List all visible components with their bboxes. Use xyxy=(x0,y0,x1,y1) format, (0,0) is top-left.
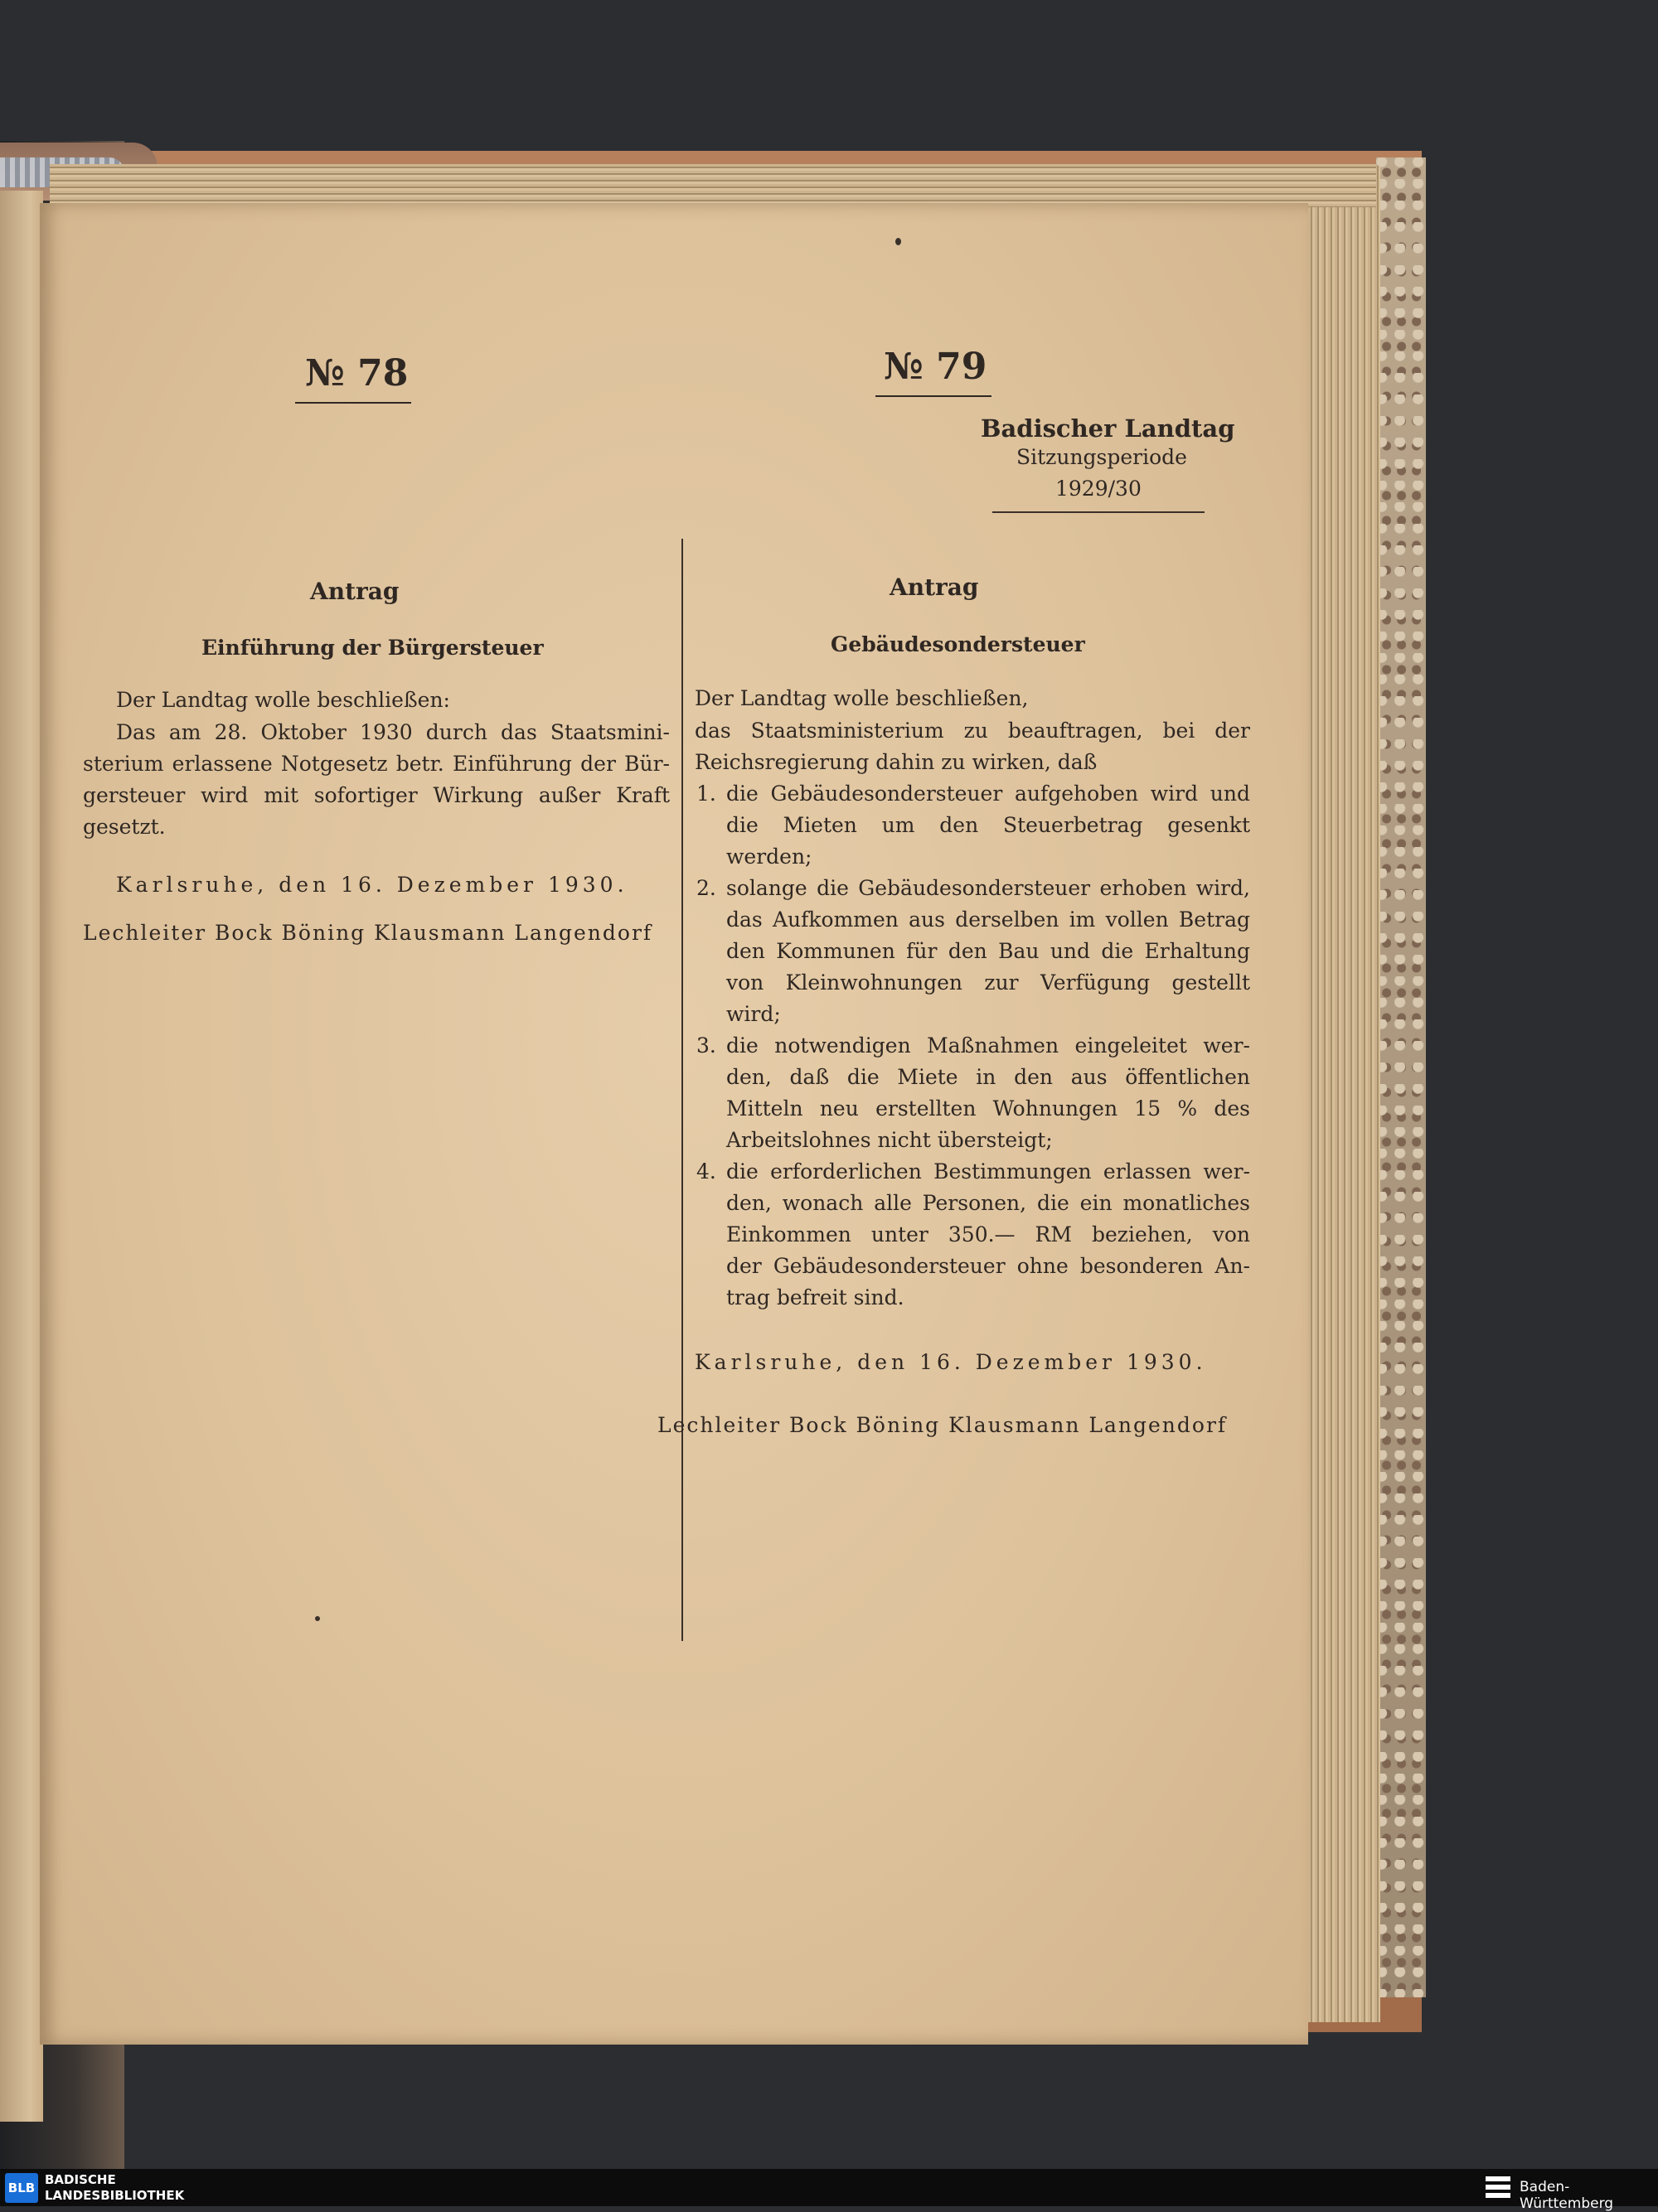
item-4-line-2: den, wonach alle Personen, die ein monatliches xyxy=(726,1191,1250,1215)
right-document-number: № 79 xyxy=(884,346,987,388)
column-divider xyxy=(681,539,683,1641)
item-2-line-1: solange die Gebäudesondersteuer erhoben wird, xyxy=(726,876,1250,900)
library-name-line-1: BADISCHE xyxy=(45,2172,116,2187)
right-signatories: Lechleiter Bock Böning Klausmann Langendorf xyxy=(657,1413,1228,1437)
left-body-line-3: gersteuer wird mit sofortiger Wirkung außer Kraft xyxy=(83,783,670,807)
left-subtitle: Einführung der Bürgersteuer xyxy=(201,636,544,660)
right-intro-line-3: Reichsregierung dahin zu wirken, daß xyxy=(695,750,1098,774)
left-title: Antrag xyxy=(310,578,400,605)
stamp-line-3: 1929/30 xyxy=(1055,477,1142,501)
right-title: Antrag xyxy=(890,574,979,601)
left-document-number: № 78 xyxy=(305,352,409,394)
item-2-number: 2. xyxy=(696,876,716,900)
viewer-footer xyxy=(0,2169,1658,2206)
item-4-line-3: Einkommen unter 350.— RM beziehen, von xyxy=(726,1222,1250,1246)
item-3-line-4: Arbeitslohnes nicht übersteigt; xyxy=(726,1128,1053,1152)
item-4-line-1: die erforderlichen Bestimmungen erlassen wer- xyxy=(726,1159,1250,1183)
item-3-line-3: Mitteln neu erstellten Wohnungen 15 % des xyxy=(726,1096,1250,1121)
right-intro-line-2: das Staatsministerium zu beauftragen, bei der xyxy=(695,719,1250,743)
facing-page-edge xyxy=(0,191,43,2122)
left-place-date: Karlsruhe, den 16. Dezember 1930. xyxy=(116,873,628,897)
item-2-line-5: wird; xyxy=(726,1002,781,1026)
item-4-line-5: trag befreit sind. xyxy=(726,1285,904,1309)
page-edges-top xyxy=(50,164,1376,207)
left-signatories: Lechleiter Bock Böning Klausmann Langendorf xyxy=(83,921,653,945)
blb-logo[interactable]: BLB xyxy=(5,2173,38,2203)
item-3-number: 3. xyxy=(696,1033,716,1058)
paper-speck xyxy=(895,238,901,245)
document-page xyxy=(40,203,1308,2045)
item-1-line-1: die Gebäudesondersteuer aufgehoben wird und xyxy=(726,782,1250,806)
item-4-number: 4. xyxy=(696,1159,716,1183)
item-2-line-3: den Kommunen für den Bau und die Erhaltung xyxy=(726,939,1250,963)
left-body-line-4: gesetzt. xyxy=(83,815,166,839)
item-3-line-1: die notwendigen Maßnahmen eingeleitet wer- xyxy=(726,1033,1250,1058)
library-name-line-2: LANDESBIBLIOTHEK xyxy=(45,2188,185,2203)
item-2-line-2: das Aufkommen aus derselben im vollen Betrag xyxy=(726,908,1250,932)
paper-speck xyxy=(315,1616,320,1621)
baden-wuerttemberg-lion-icon[interactable] xyxy=(1484,2173,1512,2201)
stamp-line-1: Badischer Landtag xyxy=(981,414,1235,443)
marbled-edge xyxy=(1376,157,1426,1997)
left-body-line-1: Das am 28. Oktober 1930 durch das Staatsmini- xyxy=(116,720,670,744)
item-3-line-2: den, daß die Miete in den aus öffentlichen xyxy=(726,1065,1250,1089)
item-1-line-2: die Mieten um den Steuerbetrag gesenkt xyxy=(726,813,1250,837)
item-1-line-3: werden; xyxy=(726,845,812,869)
right-subtitle: Gebäudesondersteuer xyxy=(831,632,1085,656)
item-1-number: 1. xyxy=(696,782,716,806)
right-place-date: Karlsruhe, den 16. Dezember 1930. xyxy=(695,1350,1207,1374)
right-intro-line-1: Der Landtag wolle beschließen, xyxy=(695,686,1029,710)
left-body-line-2: sterium erlassene Notgesetz betr. Einführung der Bür- xyxy=(83,752,670,776)
left-number-underline xyxy=(295,402,411,404)
item-2-line-4: von Kleinwohnungen zur Verfügung gestellt xyxy=(726,970,1250,995)
right-number-underline xyxy=(875,395,991,397)
library-name[interactable] xyxy=(45,2172,184,2204)
stamp-line-2: Sitzungsperiode xyxy=(1016,445,1187,469)
left-intro: Der Landtag wolle beschließen: xyxy=(116,688,450,712)
page-edges-right xyxy=(1302,166,1380,2022)
item-4-line-4: der Gebäudesondersteuer ohne besonderen An- xyxy=(726,1254,1250,1278)
state-name[interactable]: Baden-Württemberg xyxy=(1520,2179,1614,2212)
stamp-underline xyxy=(992,511,1205,513)
